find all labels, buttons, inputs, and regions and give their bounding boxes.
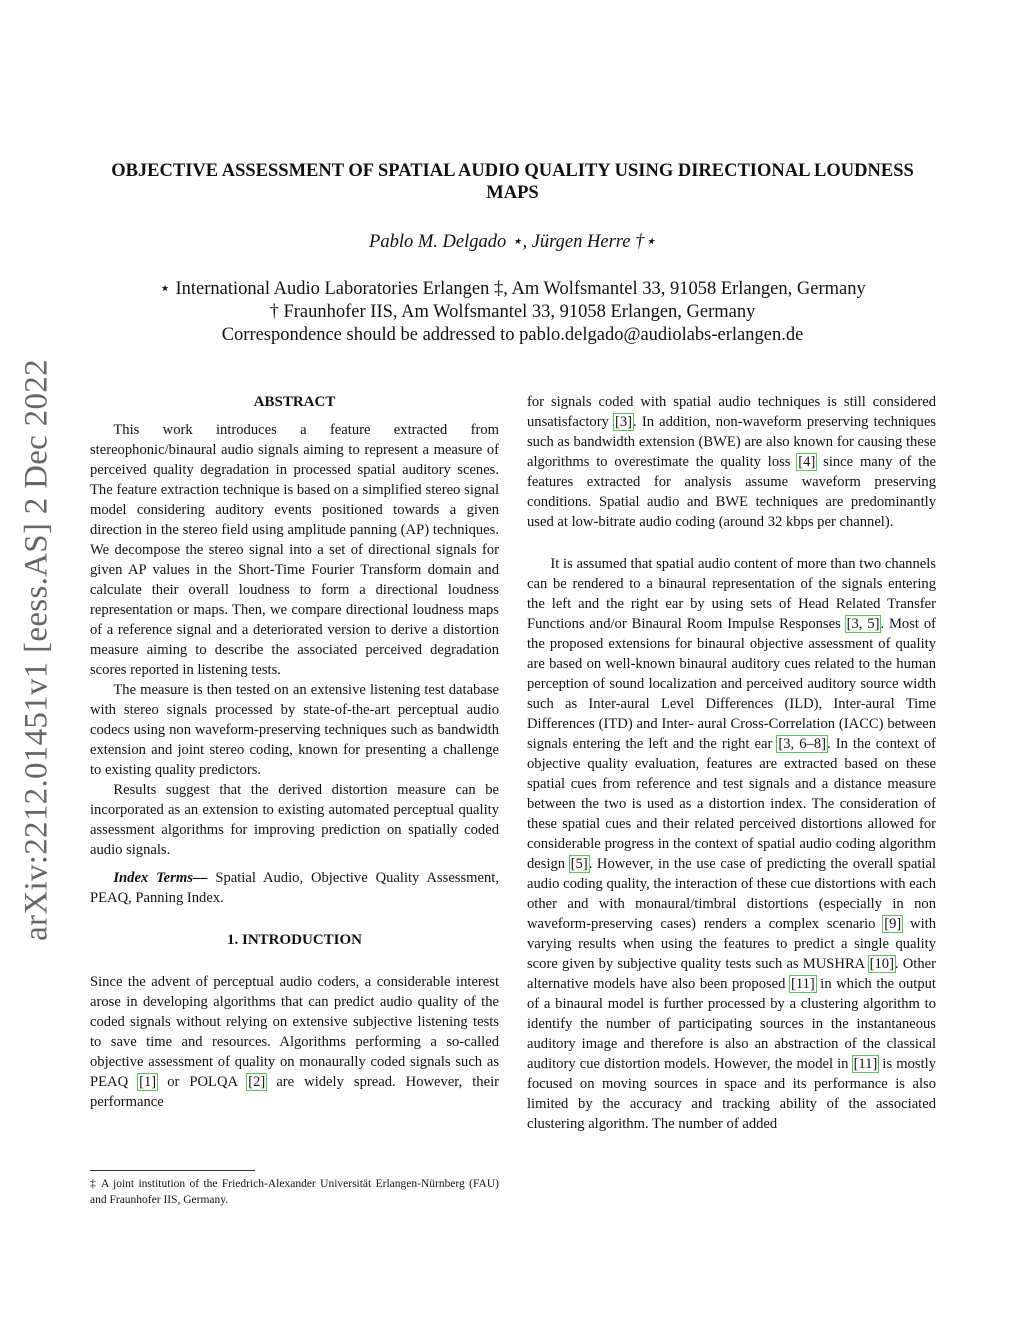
- right-paragraph-1: [527, 392, 936, 532]
- citation-link[interactable]: [10]: [869, 956, 894, 972]
- abstract-heading: ABSTRACT: [253, 394, 336, 410]
- text-run: or POLQA: [157, 1074, 248, 1090]
- authors: Pablo M. Delgado ⋆, Jürgen Herre †⋆: [369, 232, 656, 252]
- text-run: It is assumed that spatial audio content of more than two channels can be rendered to a binaural representation of the signals entering the left and the right ear by using sets of Head Related Transfer Functions and/or Binaural Room Impulse Responses: [527, 556, 936, 632]
- citation-link[interactable]: [11]: [853, 1056, 878, 1072]
- citation-link[interactable]: [3]: [615, 414, 633, 430]
- arxiv-stamp: [12, 0, 62, 1325]
- text-run: Since the advent of perceptual audio coders, a considerable interest arose in developing algorithms that can predict audio quality of the coded signals without relying on extensive subjective listening tests to save time and resources. Algorithms performing a so-called objective assessment of quality on monaurally coded signals such as PEAQ: [90, 974, 499, 1090]
- text-run: in which the output of a binaural model is further processed by a clustering algorithm to identify the number of participating sources in the instantaneous auditory image and therefore is also an abstraction of the classical auditory cue distortion models. However, the model in: [527, 976, 936, 1072]
- footnote-rule: [90, 1170, 255, 1171]
- text-run: . Most of the proposed extensions for binaural objective assessment of quality are based on well-known binaural auditory cues related to the human perception of sound localization and perceived auditory source width such as Inter-aural Level Differences (ILD), Inter-aural Time Differences (ITD) and Inter- aural Cross-Correlation (IACC) between signals entering the left and the right ear: [527, 616, 936, 752]
- text-run: for signals coded with spatial audio techniques is still considered unsatisfactory: [527, 394, 936, 430]
- citation-link[interactable]: [1]: [139, 1074, 157, 1090]
- affiliations: [90, 278, 935, 347]
- index-terms-label: Index Terms—: [113, 870, 208, 886]
- abstract-paragraph-2: The measure is then tested on an extensive listening test database with stereo signals processed by state-of-the-art perceptual audio codecs using non waveform-preserving techniques such as bandwidth extension and joint stereo coding, known for presenting a challenge to existing quality predictors.: [90, 682, 499, 778]
- citation-link[interactable]: [9]: [884, 916, 902, 932]
- citation-link[interactable]: [11]: [790, 976, 815, 992]
- affiliation-1: ⋆ International Audio Laboratories Erlangen ‡, Am Wolfsmantel 33, 91058 Erlangen, Germany: [159, 279, 866, 299]
- text-run: . In the context of objective quality evaluation, features are extracted based on these spatial cues from reference and test signals and a distance measure between the two is used as a distortion index. The consideration of these spatial cues and their related perceived distortions allowed for considerable progress in the context of spatial audio coding algorithm design: [527, 736, 936, 872]
- text-run: with varying results when using the features to predict a single quality score given by subjective quality tests such as MUSHRA: [527, 916, 937, 972]
- text-run: is mostly focused on moving sources in space and its performance is also limited by the accuracy and tracking ability of the associated clustering algorithm. The number of added: [527, 1056, 936, 1132]
- text-run: since many of the features extracted for analysis assume waveform preserving conditions. Spatial audio and BWE techniques are predominantly used at low-bitrate audio coding (around 32 kbps per channel).: [527, 454, 936, 530]
- correspondence: Correspondence should be addressed to pablo.delgado@audiolabs-erlangen.de: [221, 325, 804, 345]
- citation-link[interactable]: [3, 6–8]: [778, 736, 826, 752]
- paper-title: OBJECTIVE ASSESSMENT OF SPATIAL AUDIO QUALITY USING DIRECTIONAL LOUDNESS MAPS: [111, 161, 914, 203]
- introduction-heading: 1. INTRODUCTION: [226, 932, 362, 948]
- text-run: . Other alternative models have also been proposed: [527, 956, 936, 992]
- text-run: are widely spread. However, their performance: [90, 1074, 499, 1110]
- citation-link[interactable]: [4]: [798, 454, 816, 470]
- arxiv-stamp-text: arXiv:2212.01451v1 [eess.AS] 2 Dec 2022: [18, 359, 55, 941]
- abstract-paragraph-1: This work introduces a feature extracted from stereophonic/binaural audio signals aiming to represent a measure of perceived quality degradation in processed spatial auditory scenes. The feature extraction technique is based on a simplified stereo signal model considering auditory events positioned towards a given direction in the stereo field using amplitude panning (AP) techniques. We decompose the stereo signal into a set of directional signals for given AP values in the Short-Time Fourier Transform domain and calculate their overall loudness to form a directional loudness representation or maps. Then, we compare directional loudness maps of a reference signal and a deteriorated version to derive a distortion measure aiming to describe the associated perceived degradation scores reported in listening tests.: [90, 422, 499, 678]
- text-run: . However, in the use case of predicting the overall spatial audio coding quality, the interaction of these cue distortions with each other and with monaural/timbral distortions (especially in non waveform-preserving cases) renders a complex scenario: [527, 856, 936, 932]
- citation-link[interactable]: [5]: [570, 856, 588, 872]
- index-terms: [90, 868, 499, 908]
- affiliation-2: † Fraunhofer IIS, Am Wolfsmantel 33, 91058 Erlangen, Germany: [269, 302, 756, 322]
- citation-link[interactable]: [3, 5]: [846, 616, 880, 632]
- footnote: ‡ A joint institution of the Friedrich-Alexander Universität Erlangen-Nürnberg (FAU) and Fraunhofer IIS, Germany.: [90, 1178, 499, 1206]
- intro-paragraph: [90, 972, 499, 1112]
- index-terms-text: Spatial Audio, Objective Quality Assessment, PEAQ, Panning Index.: [90, 870, 499, 906]
- right-paragraph-2: [527, 554, 936, 1134]
- abstract-paragraph-3: Results suggest that the derived distortion measure can be incorporated as an extension to existing automated perceptual quality assessment algorithms for improving prediction on spatially coded audio signals.: [90, 782, 499, 858]
- text-run: . In addition, non-waveform preserving techniques such as bandwidth extension (BWE) are also known for causing these algorithms to overestimate the quality loss: [527, 414, 936, 470]
- right-column: [527, 392, 936, 1134]
- left-column: [90, 392, 499, 1112]
- citation-link[interactable]: [2]: [248, 1074, 266, 1090]
